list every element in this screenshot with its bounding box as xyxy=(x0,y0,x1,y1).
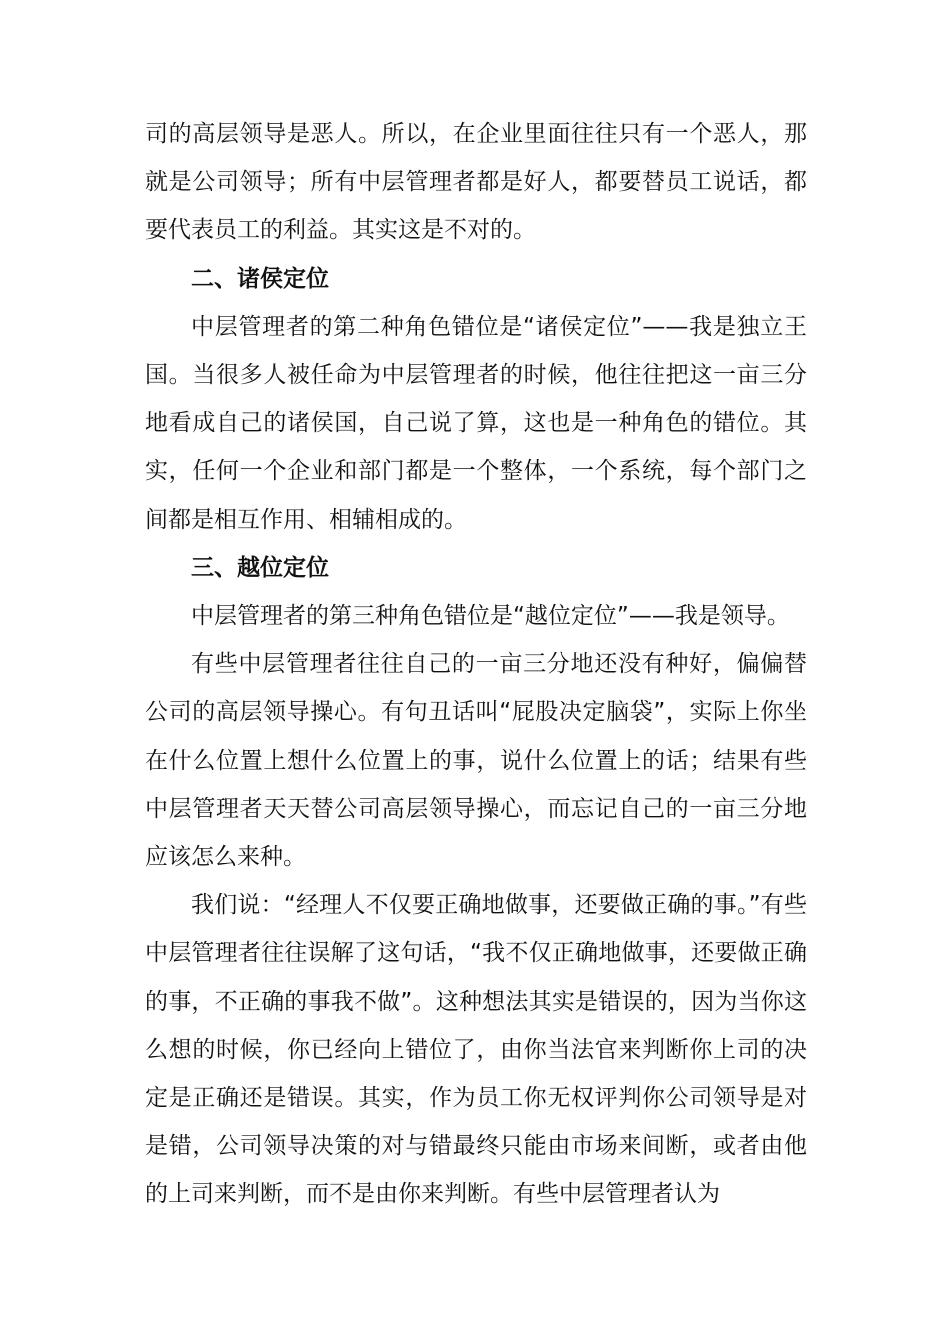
paragraph-overstep-positioning: 中层管理者的第三种角色错位是“越位定位”——我是领导。 xyxy=(191,603,790,630)
paragraph-do-right-things: 我们说：“经理人不仅要正确地做事，还要做正确的事。”有些中层管理者往往误解了这句话，“我不仅正确地做事，还要做正确的事，不正确的事我不做”。这种想法其实是错误的，因为当你这么想的时候，你已经向上错位了，由你当法官来判断你上司的决定是正确还是错误。其实，作为员工你无权评判你公司领导是对是错，公司领导决策的对与错最终只能由市场来间断，或者由他的上司来判断，而不是由你来判断。有些中层管理者认为 xyxy=(145,892,807,1208)
paragraph-continued: 司的高层领导是恶人。所以，在企业里面往往只有一个恶人，那就是公司领导；所有中层管理者都是好人，都要替员工说话，都要代表员工的利益。其实这是不对的。 xyxy=(145,121,807,244)
paragraph-feudal-positioning: 中层管理者的第二种角色错位是“诸侯定位”——我是独立王国。当很多人被任命为中层管理者的时候，他往往把这一亩三分地看成自己的诸侯国，自己说了算，这也是一种角色的错位。其实，任何一个企业和部门都是一个整体，一个系统，每个部门之间都是相互作用、相辅相成的。 xyxy=(145,313,807,533)
document-page xyxy=(145,110,807,1219)
section-heading-2: 二、诸侯定位 xyxy=(191,265,329,292)
section-heading-3: 三、越位定位 xyxy=(191,554,329,581)
paragraph-worry-for-leaders: 有些中层管理者往往自己的一亩三分地还没有种好，偏偏替公司的高层领导操心。有句丑话叫“屁股决定脑袋”，实际上你坐在什么位置上想什么位置上的事，说什么位置上的话；结果有些中层管理者天天替公司高层领导操心，而忘记自己的一亩三分地应该怎么来种。 xyxy=(145,651,807,871)
